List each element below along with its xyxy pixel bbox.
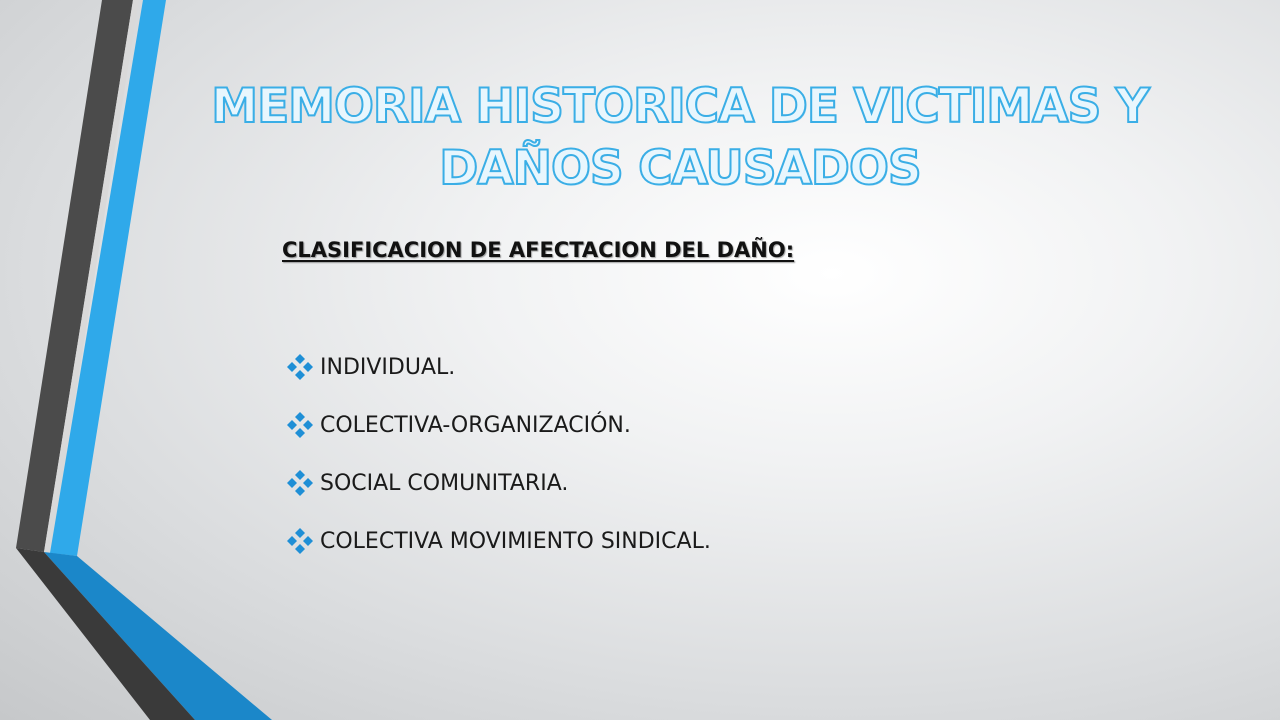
list-item-label: COLECTIVA-ORGANIZACIÓN. [320, 412, 631, 438]
four-diamond-bullet-icon [284, 525, 316, 557]
list-item [284, 512, 711, 570]
four-diamond-bullet-icon [284, 409, 316, 441]
four-diamond-bullet-icon [284, 351, 316, 383]
list-item-label: COLECTIVA MOVIMIENTO SINDICAL. [320, 528, 711, 554]
bullet-list [284, 338, 711, 570]
list-item-label: SOCIAL COMUNITARIA. [320, 470, 569, 496]
four-diamond-bullet-icon [284, 467, 316, 499]
slide-title: MEMORIA HISTORICA DE VICTIMAS Y DAÑOS CAUSADOS [211, 79, 1149, 196]
list-item [284, 454, 711, 512]
list-item-label: INDIVIDUAL. [320, 354, 456, 380]
list-item [284, 396, 711, 454]
list-item [284, 338, 711, 396]
section-subtitle: CLASIFICACION DE AFECTACION DEL DAÑO: [282, 238, 795, 262]
